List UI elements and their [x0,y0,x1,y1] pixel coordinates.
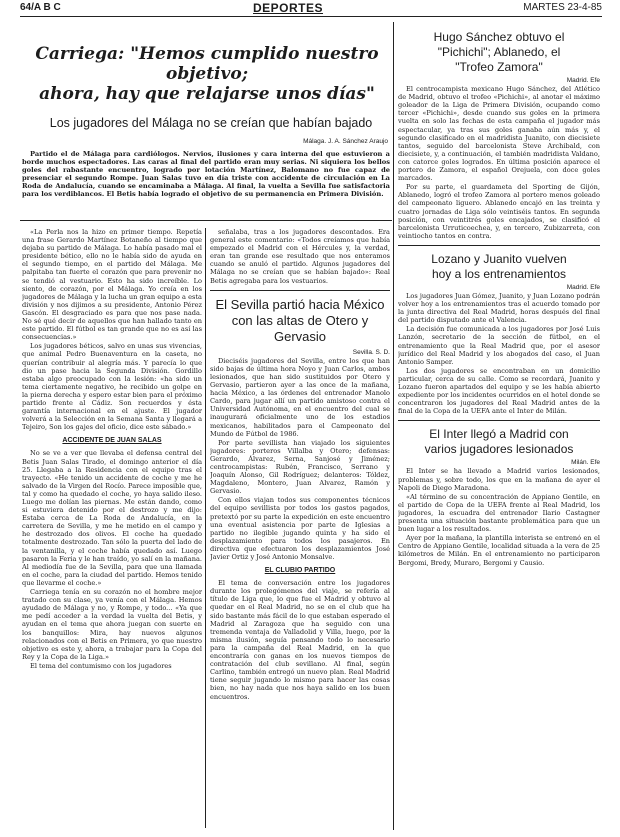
right-column-divider [393,22,394,830]
article-paragraph: «Al término de su concentración de Appiano Gentile, en el partido de Copa de la UEFA frente al Real Madrid, los jugadores, la escuadra del entrenador Ilario Castagner presenta una situación bastante problemática para que un buen lugar a los resultados. [398,492,600,534]
article-paragraph: El tema de conversación entre los jugadores durante los prolegómenos del viaje, se refería al título de Liga que, lo que fue el Madrid y obtuvo al quedar en el Real Madrid, no se en el club que ha sido bastante más fácil de lo que estaban esperado el Madrid al Zaragoza que ha seguido con una tremenda ventaja de Valladolid y Villa, luego, por la misma ilusión, seguía pensando todo lo necesario para la campaña del Real Madrid, en la que encontraría con ganas en los nuevos tiempos de contratación del club sevillano. Al final, según Carlino, también entregó un nuevo plan. Real Madrid tiene seguir jugando lo mismo para hacer las cosas bien, no hay nada que nos haya salido en los buen encuentros. [210,579,390,701]
accident-subheading: ACCIDENTE DE JUAN SALAS [62,437,162,445]
main-headline-line1: Carriega: "Hemos cumplido nuestro objetivo; [35,44,379,84]
article-column-1 [22,228,202,828]
inter-headline-line2: varios jugadores lesionados [424,442,574,457]
hugo-headline-line2: "Pichichi"; Ablanedo, el [437,45,561,59]
section-title: DEPORTES [253,1,324,15]
main-lead-text: Partido el de Málaga para cardiólogos. Nervios, ilusiones y cara interna del que estuvieron a borde muchos espectadores. Las caras al final del partido eran muy serias. Ni siquiera los bellos goles del rabastante encuentro, logrado por lotación Martínez, Balomano no fue capaz de presenciar el segundo Rompe. Juan Salas tuvo en día triste con accidente de circulación en La Roda de Andalucía, cuando se encaminaba a Málaga. Al final, la vuelta a Sevilla fue satisfactoria para los verdiblancos. El Betis había logrado el objetivo de su permanencia en Primera División. [22,150,390,198]
main-lead-paragraph [22,150,390,222]
page-number-label: 64/A B C [20,2,61,13]
main-byline: Málaga. J. A. Sánchez Araujo [303,138,388,145]
lozano-headline [398,252,600,282]
article-paragraph: «La Perla nos la hizo en primer tiempo. Repetía una frase Gerardo Martínez Botaneño al tiempo que dejaba su partido de Málaga. Lo había pasado mal el presidente bético, ello no le había sido de ayuda en el segundo tiempo, en el partido del Málaga. Me palpitaba tan fuerte el corazón que para prevenir no se tendió al vestuario. Esto ha sido increíble. Lo siento, de corazón, por el Málaga. Yo creía en los jugadores de Málaga y la lucha un gran equipo a esta división y nos dijimos a su presidente, Antonio Pérez Gascón. El desgraciado es para que nos pase nada. No sé qué decir de aquellos que han hallado tanto en este partido. El fútbol es tan grande que no es así las consecuencias.» [22,228,202,342]
hugo-headline-line3: "Trofeo Zamora" [455,60,543,74]
sevilla-rule [210,290,390,291]
article-paragraph: La decisión fue comunicada a los jugadores por José Luis Lanzón, secretario de la sección de fútbol, en el entrenamiento que la Real Madrid que, por el asesor jurídico del Real Madrid y los abogados del caso, el Juan Antonio Samper. [398,325,600,366]
main-subheadline: Los jugadores del Málaga no se creían que habían bajado [49,116,373,130]
article-paragraph: señalaba, tras a los jugadores descontados. Era general este comentario: «Todos creíamos que había empezado el Madrid con el Hércules y, la verdad, eran tan grande ese resultado que nos enteramos cuando se anuló el partido. Algunos jugadores del Málaga no se creían que se habían bajado»: Real Betis agregaba para los vestuarios. [210,228,390,285]
article-column-2 [210,228,390,828]
article-paragraph: Los jugadores béticos, salvo en unas sus vivencias, que animal Pedro Buenaventura en la caseta, no querían contribuir al alegría más. Y parecía lo que dio un pase hacia la Segunda División. Gordillo estaba algo preocupado con la lesión: «ha sido un tema ciertamente negativo, he recibido un golpe en la pierna derecha y espero estar bien para el próximo partido frente al Cádiz. Son recuerdos y ésta garantía internacional en el ajuste. El jugador volverá a la Selección en la Semana Santa y llegará a Tejeiro, Son los gajes del oficio, dice este sábado.» [22,342,202,432]
club-subheading: EL CLUBIO PARTIDO [264,567,336,575]
lozano-byline: Madrid. Efe [566,283,600,291]
inter-byline: Milán. Efe [571,459,600,467]
article-paragraph: El Inter se ha llevado a Madrid varios lesionados, problemas y, sobre todo, los que en la mañana de ayer el Napoli de Diego Maradona. [398,467,600,492]
main-headline-line2: ahora, hay que relajarse unos días" [39,84,375,104]
article-paragraph: Por su parte, el guardameta del Sporting de Gijón, Ablanedo, logró el trofeo Zamora al portero menos goleado del campeonato liguero. Ablanedo encajó en las treinta y cuatro jornadas de Liga sólo veintiséis tantos. En segunda posición, con veintitrés goles encajados, se clasificó el barcelonista Urruticoechea, y, en tercero, Zubizarreta, con veintiocho tantos en contra. [398,183,600,240]
article-paragraph: Por parte sevillista han viajado los siguientes jugadores: porteros Villalba y Otero; defensas: Gerardo, Álvarez, Serna, Sanjosé y Jiménez; centrocampistas: Rubén, Francisco, Serrano y Joaquín Alonso, Gil Rodríguez; delanteros: Tóldez, Magdaleno, Montero, Juan Alvarez, Ramón y Gervasio. [210,438,390,496]
article-paragraph: El centrocampista mexicano Hugo Sánchez, del Atlético de Madrid, obtuvo el trofeo «Pichichi», al anotar el máximo goleador de la Liga de Primera División, ocupando como tercer «Pichichi», desde cuando sus goles en la primera vuelta en solo las fechas de esta campaña el jugador más espectacular, ya tras sus goles ganaba aún más y, el segundo clasificado en el madridista Juanito, con diecisiete tantos, seguido del barcelonista Steve Archibald, con diecisiete, y, a continuación, el también madridista Valdano, con catorce goles logrados. En última posición aparece el portero de Zamora, el español Orejuela, con doce goles marcados. [398,85,600,183]
article-paragraph: Dieciséis jugadores del Sevilla, entre los que han sido bajas de última hora Noyo y Juan Carlos, ambos lesionados, que han sido sustituidos por Otero y Gervasio, partieron ayer a las once de la mañana, hacia México, a las órdenes del entrenador Manolo Cardo, para jugar allí un partido amistoso contra el Universidad Autónoma, en el encuentro del cual se inaugurará oficialmente uno de los estadios mexicanos, habilitados para el Campeonato del Mundo de Fútbol de 1986. [210,356,390,438]
lozano-headline-line2: hoy a los entrenamientos [431,266,567,281]
inter-headline [398,427,600,457]
article-paragraph: Los jugadores Juan Gómez, Juanito, y Juan Lozano podrán volver hoy a los entrenamientos tras el acuerdo tomado por la junta directiva del Real Madrid, horas después del final del partido disputado ante el Valencia. [398,291,600,325]
lozano-rule [398,245,600,246]
date-label: MARTES 23-4-85 [523,2,602,13]
page-header [20,2,602,16]
hugo-byline: Madrid. Efe [566,77,600,84]
article-paragraph: Carriega tenía en su corazón no el hombre mejor tratado con su clase, ya venía con el Málaga. Hemos ayudado de Málaga y no, y Rompe, y todo... «Ya que me pedí acceder a la verdad la vuelta del Betis, y ayudan en el tema que ahora juegan con suerte en los banquillos: Mira, hay nuevos algunos relacionados con el Betis en Primera, yo que nuestro objetivo es este y, ahora, a trabajar para la Copa del Rey y la Copa de la Liga.» [22,588,202,661]
lozano-headline-line1: Lozano y Juanito vuelven [431,251,567,266]
hugo-headline-line1: Hugo Sánchez obtuvo el [433,30,565,44]
sevilla-byline: Sevilla. S. D. [352,348,390,356]
column-divider [205,228,206,828]
right-column [398,24,600,830]
main-headline [22,44,392,104]
article-paragraph: No se ve a ver que llevaba el defensa central del Betis Juan Salas Tirado, el domingo anterior el día 25. Llegaba a la Residencia con el equipo tras el trayecto. «He tenido un accidente de coche y me he salvado de la Virgen del Rocío. Parece imposible que, tal y como ha quedado el coche, yo haya salido ileso. Luego me dolían las piernas. Me están dando, como si estuviera detenido por el destrozo y me dijo: Estaba cerca de La Roda de Andalucía, en la carretera de Sevilla, y me he metido en el campo y he destrozado dos olivos. El coche ha quedado totalmente destrozado. Tan sólo la puerta del lado de la ventanilla, y el coche había quedado así. Luego pasaron la Feria y le han traído, yo salí en la mañana. Al mediodía fue de la Sevilla, para que una llamada en el coche, para la ciudad del partido. Hemos tenido que llevarme el coche.» [22,449,202,587]
article-paragraph: Ayer por la mañana, la plantilla interista se entrenó en el Centro de Appiano Gentile, localidad situada a la vera de 25 kilómetros de Milán. En el entrenamiento no participaron Bergomi, Bredy, Muraro, Bergomi y Causio. [398,534,600,567]
lead-rule [20,220,392,221]
header-rule [20,16,602,17]
article-paragraph: El tema del contumismo con los jugadores [30,661,172,670]
hugo-headline [398,30,600,75]
sevilla-headline: El Sevilla partió hacia México con las altas de Otero y Gervasio [215,296,385,344]
inter-headline-line1: El Inter llegó a Madrid con [429,427,569,442]
article-paragraph: Los dos jugadores se encontraban en un domicilio particular, cerca de su calle. Como se recordará, Juanito y Lozano fueron apartados del equipo y se les había abierto expediente por los incidentes ocurridos en el hotel donde se concentraron los jugadores del Real Madrid antes de la final de la Copa de la UEFA ante el Inter de Milán. [398,366,600,416]
inter-rule [398,420,600,421]
article-paragraph: Con ellos viajan todos sus componentes técnicos del equipo sevillista por todos los gastos pagados, pretextó por su parte la expedición en este encuentro una eventual asistencia por parte de Iglesias a partido no ilegible jugando quinta y ha sido el desplazamiento para todos los pasajeros. En directiva que efectuaron los desplazamientos José Javier Ortiz y José Antonio Monsalve. [210,496,390,561]
